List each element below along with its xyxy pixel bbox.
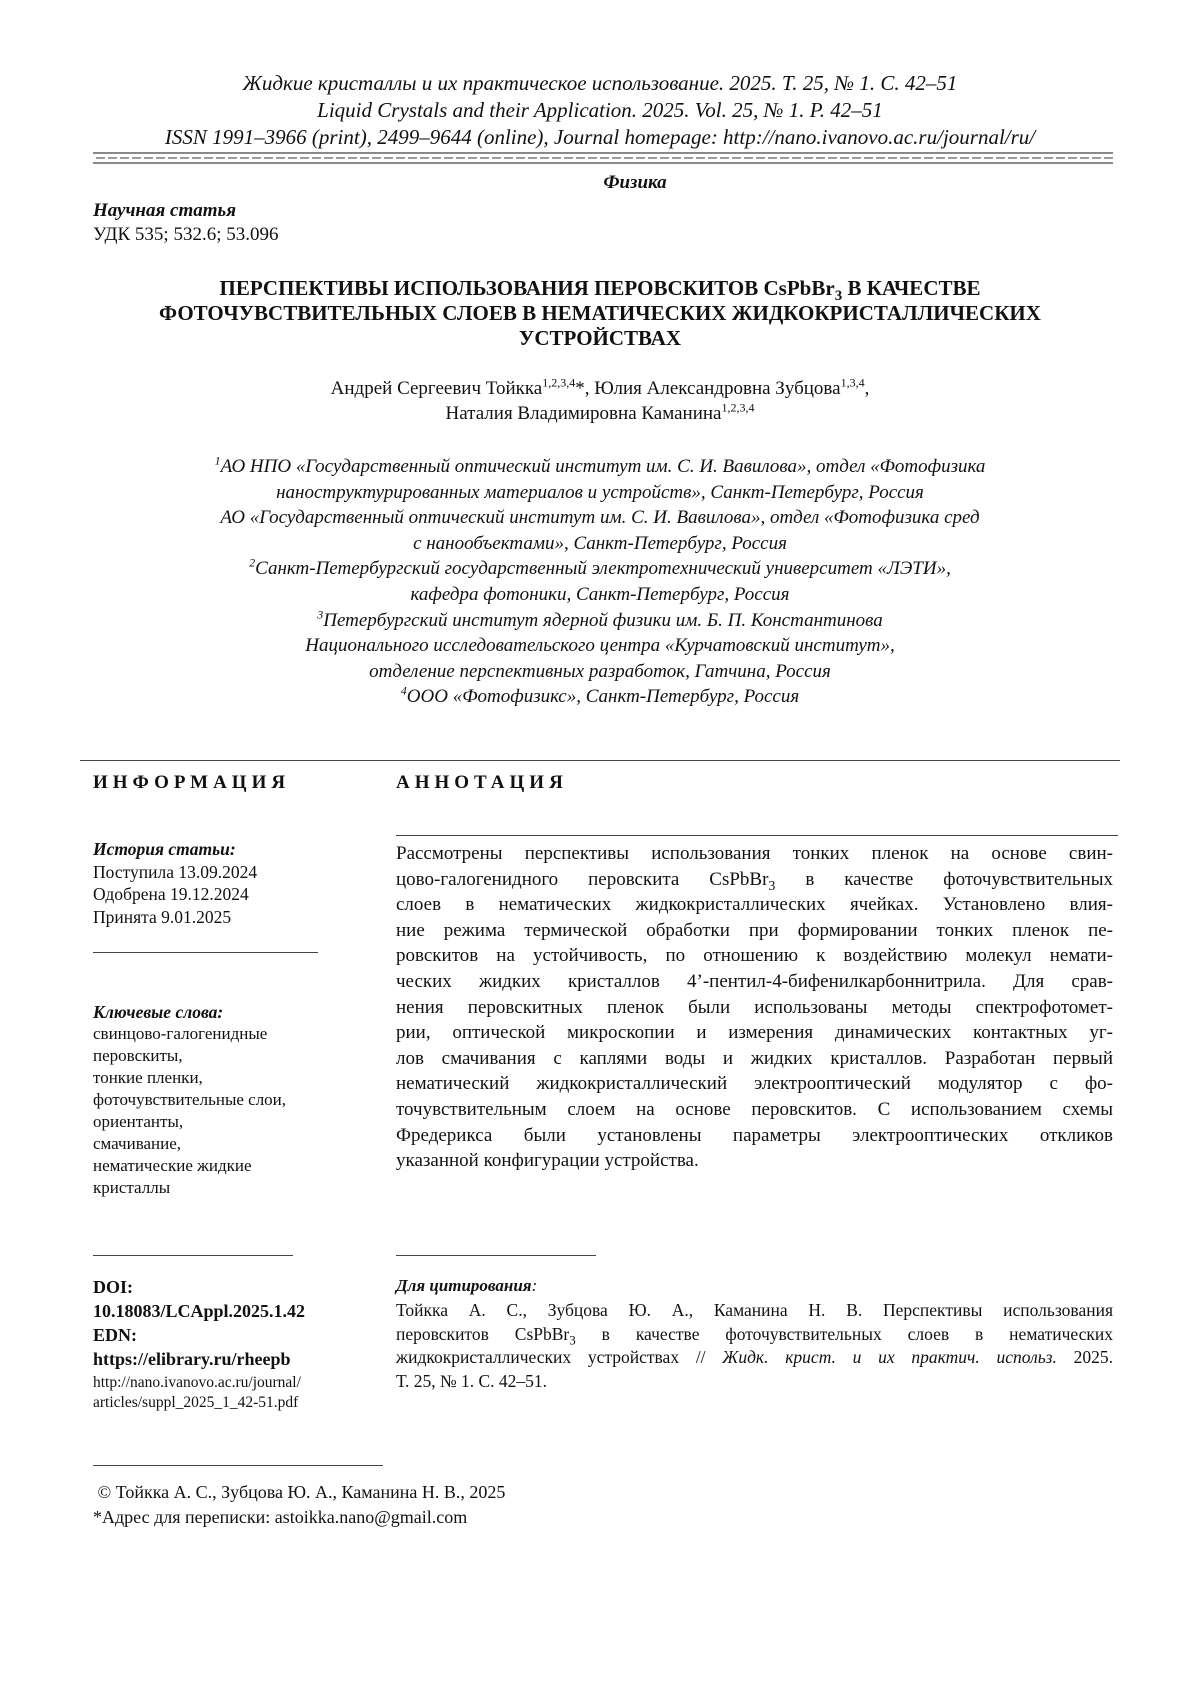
author-2-affiliations: 1,3,4 bbox=[840, 375, 865, 390]
citation-text bbox=[396, 1299, 1113, 1393]
copyright: © Тойкка А. С., Зубцова Ю. А., Каманина Н. В., 2025 bbox=[93, 1482, 506, 1502]
citation-line bbox=[396, 1346, 1113, 1370]
title-subscript: 3 bbox=[834, 288, 843, 305]
author-3-name: Наталия Владимировна Каманина bbox=[445, 403, 722, 424]
abstract-line: точувствительным слоем на основе перовскитов. С использованием схемы bbox=[396, 1098, 1113, 1120]
article-history bbox=[93, 838, 333, 928]
abstract-line: Фредерикса были установлены параметры электрооптических откликов bbox=[396, 1124, 1113, 1146]
article-url[interactable] bbox=[93, 1373, 301, 1413]
citation-line-part: 2025. bbox=[1056, 1347, 1113, 1367]
abstract-line: нения перовскитных пленок были использованы методы спектрофотомет- bbox=[396, 996, 1113, 1018]
author-1-name: Андрей Сергеевич Тойкка bbox=[330, 378, 543, 399]
abstract-subscript: 3 bbox=[768, 878, 776, 894]
citation-line-part: жидкокристаллических устройствах // bbox=[396, 1347, 723, 1367]
affiliation-number: 4 bbox=[400, 684, 407, 699]
citation-subscript: 3 bbox=[569, 1332, 576, 1347]
affiliation-number: 1 bbox=[214, 453, 221, 468]
keyword: тонкие пленки, bbox=[93, 1068, 203, 1087]
abstract-line-part: цово-галогенидного перовскита CsPbBr bbox=[396, 868, 769, 890]
abstract-line: лов смачивания с каплями воды и жидких кристаллов. Разработан первый bbox=[396, 1047, 1113, 1069]
affiliation-line: АО «Государственный оптический институт им. С. И. Вавилова», отдел «Фотофизика сред bbox=[220, 507, 980, 529]
affiliations bbox=[0, 454, 1200, 710]
author-3-affiliations: 1,2,3,4 bbox=[721, 400, 755, 415]
section-divider bbox=[80, 760, 1120, 761]
abstract-line: указанной конфигурации устройства. bbox=[396, 1150, 699, 1172]
abstract-line: Рассмотрены перспективы использования тонких пленок на основе свин- bbox=[396, 843, 1113, 864]
author-1-corresponding-mark: *, bbox=[575, 378, 595, 399]
journal-issn-homepage: ISSN 1991–3966 (print), 2499–9644 (online), Journal homepage: http://nano.ivanovo.ac.ru/journal/ru/ bbox=[164, 125, 1036, 149]
affiliation-number: 3 bbox=[317, 607, 324, 622]
affiliation-line: с нанообъектами», Санкт-Петербург, Россия bbox=[413, 532, 787, 554]
keyword: перовскиты, bbox=[93, 1046, 183, 1065]
history-divider bbox=[93, 952, 318, 953]
affiliation-line: отделение перспективных разработок, Гатчина, Россия bbox=[369, 660, 831, 682]
affiliation-line: Санкт-Петербургский государственный электротехнический университет «ЛЭТИ», bbox=[255, 558, 951, 580]
edn-link[interactable]: https://elibrary.ru/rheepb bbox=[93, 1349, 291, 1369]
citation-label bbox=[396, 1276, 537, 1296]
keyword: кристаллы bbox=[93, 1178, 171, 1197]
journal-citation-ru: Жидкие кристаллы и их практическое использование. 2025. Т. 25, № 1. С. 42–51 bbox=[242, 71, 958, 95]
authors bbox=[0, 376, 1200, 426]
abstract-line: слоев в нематических жидкокристаллических ячейках. Установлено влия- bbox=[396, 894, 1113, 916]
affiliation-line: кафедра фотоники, Санкт-Петербург, Россия bbox=[410, 583, 790, 605]
citation-line: Т. 25, № 1. С. 42–51. bbox=[396, 1370, 548, 1391]
citation-label-colon: : bbox=[531, 1276, 538, 1295]
citation-divider bbox=[396, 1255, 596, 1256]
citation-line-part: перовскитов CsPbBr bbox=[396, 1323, 570, 1344]
affiliation-line: АО НПО «Государственный оптический институт им. С. И. Вавилова», отдел «Фотофизика bbox=[220, 456, 986, 477]
affiliation-number: 2 bbox=[249, 556, 256, 571]
correspondence-address: *Адрес для переписки: astoikka.nano@gmail.com bbox=[93, 1507, 468, 1527]
info-heading: ИНФОРМАЦИЯ bbox=[93, 772, 291, 793]
header-divider bbox=[93, 152, 1113, 164]
citation-line-part: в качестве фоточувствительных слоев в нематических bbox=[575, 1323, 1113, 1344]
citation-label-text: Для цитирования bbox=[396, 1276, 532, 1295]
author-separator: , bbox=[864, 378, 870, 399]
doi-value[interactable]: 10.18083/LCAppl.2025.1.42 bbox=[93, 1301, 306, 1321]
section-label: Физика bbox=[603, 172, 667, 193]
keyword: фоточувствительные слои, bbox=[93, 1090, 287, 1109]
affiliation-line: Петербургский институт ядерной физики им. Б. П. Константинова bbox=[323, 609, 883, 631]
journal-citation-en: Liquid Crystals and their Application. 2025. Vol. 25, № 1. P. 42–51 bbox=[317, 98, 883, 122]
citation-line bbox=[396, 1323, 1113, 1347]
title-line-3: УСТРОЙСТВАХ bbox=[518, 326, 682, 350]
author-2-name: Юлия Александровна Зубцова bbox=[594, 378, 841, 399]
abstract-line: ние режима термической обработки при формировании тонких пленок пе- bbox=[396, 919, 1113, 941]
approved-date: Одобрена 19.12.2024 bbox=[93, 884, 249, 904]
keyword: смачивание, bbox=[93, 1134, 182, 1153]
received-date: Поступила 13.09.2024 bbox=[93, 861, 258, 882]
article-url-line: articles/suppl_2025_1_42-51.pdf bbox=[93, 1394, 299, 1411]
article-url-line: http://nano.ivanovo.ac.ru/journal/ bbox=[93, 1374, 301, 1391]
abstract-line bbox=[396, 867, 1113, 893]
title-line-1-end: В КАЧЕСТВЕ bbox=[842, 276, 981, 300]
keyword: нематические жидкие bbox=[93, 1156, 252, 1175]
affiliation-line: ООО «Фотофизикс», Санкт-Петербург, Россия bbox=[406, 686, 800, 708]
citation-line: Тойкка А. С., Зубцова Ю. А., Каманина Н. В. Перспективы использования bbox=[396, 1300, 1113, 1320]
accepted-date: Принята 9.01.2025 bbox=[93, 906, 232, 927]
edn-label: EDN: bbox=[93, 1325, 137, 1345]
title-line-1: ПЕРСПЕКТИВЫ ИСПОЛЬЗОВАНИЯ ПЕРОВСКИТОВ CsPbBr bbox=[219, 276, 835, 300]
keywords-label: Ключевые слова: bbox=[93, 1002, 224, 1022]
footer bbox=[93, 1480, 505, 1530]
abstract-line: ровскитов на устойчивость, по отношению к воздействию молекул немати- bbox=[396, 945, 1113, 967]
doi-label: DOI: bbox=[93, 1277, 133, 1297]
abstract-heading: АННОТАЦИЯ bbox=[396, 772, 568, 793]
article-title bbox=[0, 276, 1200, 351]
article-type: Научная статья bbox=[93, 200, 236, 221]
keyword: ориентанты, bbox=[93, 1112, 184, 1131]
keyword: свинцово-галогенидные bbox=[93, 1024, 268, 1043]
abstract-line: рии, оптической микроскопии и измерения динамических контактных уг- bbox=[396, 1022, 1113, 1044]
title-line-2: ФОТОЧУВСТВИТЕЛЬНЫХ СЛОЕВ В НЕМАТИЧЕСКИХ ЖИДКОКРИСТАЛЛИЧЕСКИХ bbox=[159, 301, 1041, 325]
history-label: История статьи: bbox=[93, 839, 236, 859]
abstract-line: нематический жидкокристаллический электрооптический модулятор с фо- bbox=[396, 1073, 1113, 1095]
affiliation-line: наноструктурированных материалов и устройств», Санкт-Петербург, Россия bbox=[276, 481, 924, 503]
udk-code: УДК 535; 532.6; 53.096 bbox=[93, 224, 279, 245]
affiliation-line: Национального исследовательского центра «Курчатовский институт», bbox=[305, 635, 895, 657]
doi-divider bbox=[93, 1255, 293, 1256]
author-1-affiliations: 1,2,3,4 bbox=[542, 375, 576, 390]
abstract-line: ческих жидких кристаллов 4’-пентил-4-бифенилкарбоннитрила. Для срав- bbox=[396, 970, 1113, 992]
abstract-line-part: в качестве фоточувствительных bbox=[775, 868, 1113, 890]
footer-divider bbox=[93, 1465, 383, 1466]
keywords bbox=[93, 1001, 333, 1199]
abstract-text bbox=[396, 841, 1113, 1174]
doi-block bbox=[93, 1275, 305, 1371]
citation-journal: Жидк. крист. и их практич. использ. bbox=[722, 1347, 1057, 1367]
abstract-top-rule bbox=[396, 835, 1118, 836]
